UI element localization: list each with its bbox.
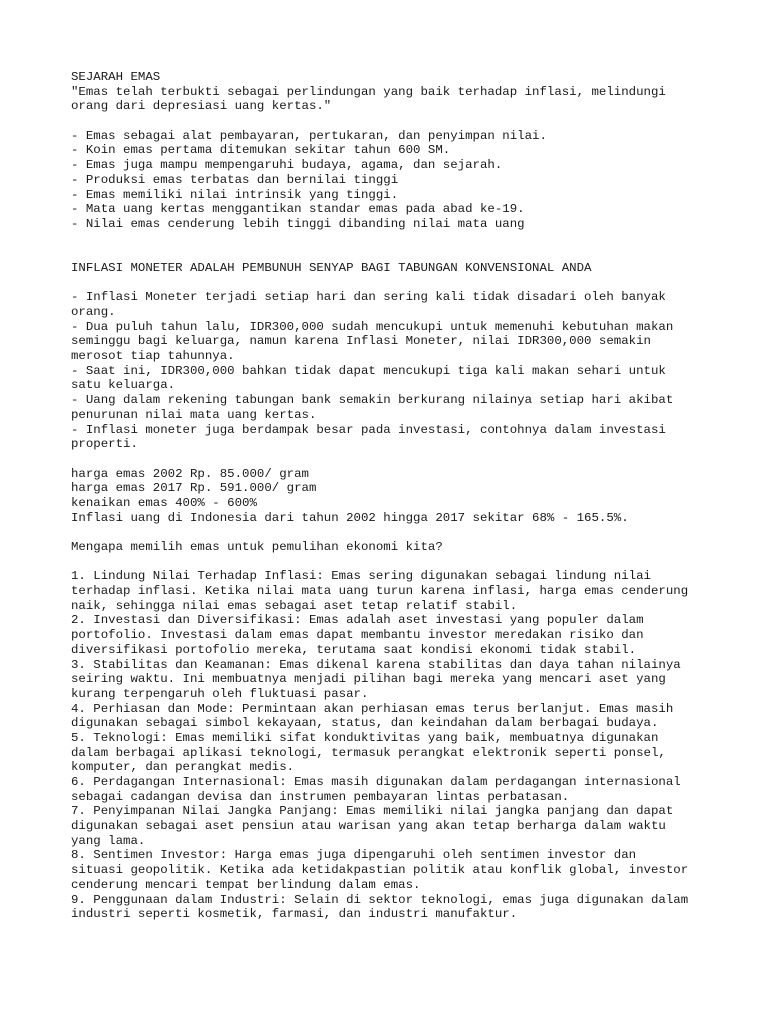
list-item-line: 7. Penyimpanan Nilai Jangka Panjang: Emas memiliki nilai jangka panjang dan dapat <box>71 804 674 819</box>
list-item-line: terhadap inflasi. Ketika nilai mata uang turun karena inflasi, harga emas cenderung <box>71 584 689 599</box>
document-page <box>71 70 731 922</box>
list-item-line: digunakan sebagai simbol kekayaan, status, dan keindahan dalam berbagai budaya. <box>71 716 659 731</box>
spacer <box>71 246 731 261</box>
list-item-line: industri seperti kosmetik, farmasi, dan industri manufaktur. <box>71 907 518 922</box>
list-item-line: dalam berbagai aplikasi teknologi, termasuk perangkat elektronik seperti ponsel, <box>71 745 666 760</box>
price-line: kenaikan emas 400% - 600% <box>71 495 257 510</box>
bullet-line: - Dua puluh tahun lalu, IDR300,000 sudah mencukupi untuk memenuhi kebutuhan makan <box>71 319 674 334</box>
bullet-line: properti. <box>71 437 138 452</box>
bullet-line: seminggu bagi keluarga, namun karena Inflasi Moneter, nilai IDR300,000 semakin <box>71 334 651 349</box>
list-item-line: 9. Penggunaan dalam Industri: Selain di sektor teknologi, emas juga digunakan dalam <box>71 892 689 907</box>
bullet-line: - Uang dalam rekening tabungan bank semakin berkurang nilainya setiap hari akibat <box>71 393 674 408</box>
bullet-line: penurunan nilai mata uang kertas. <box>71 407 317 422</box>
bullet-line: - Inflasi Moneter terjadi setiap hari dan sering kali tidak disadari oleh banyak <box>71 290 666 305</box>
bullet-line: - Nilai emas cenderung lebih tinggi dibanding nilai mata uang <box>71 216 525 231</box>
price-line: harga emas 2017 Rp. 591.000/ gram <box>71 481 317 496</box>
section-sejarah-emas <box>71 70 731 232</box>
price-line: Inflasi uang di Indonesia dari tahun 2002 hingga 2017 sekitar 68% - 165.5%. <box>71 510 629 525</box>
list-item-line: 5. Teknologi: Emas memiliki sifat konduktivitas yang baik, membuatnya digunakan <box>71 730 659 745</box>
section-mengapa-emas <box>71 540 731 922</box>
list-item-line: komputer, dan perangkat medis. <box>71 760 295 775</box>
bullet-line: - Produksi emas terbatas dan bernilai tinggi <box>71 172 399 187</box>
price-line: harga emas 2002 Rp. 85.000/ gram <box>71 466 309 481</box>
section-inflasi-moneter <box>71 261 731 525</box>
spacer <box>71 452 731 467</box>
list-item-line: 1. Lindung Nilai Terhadap Inflasi: Emas sering digunakan sebagai lindung nilai <box>71 569 651 584</box>
list-item-line: diversifikasi portofolio mereka, terutama saat kondisi ekonomi tidak stabil. <box>71 642 637 657</box>
list-item-line: cenderung mencari tempat berlindung dalam emas. <box>71 877 421 892</box>
spacer <box>71 555 731 570</box>
list-item-line: situasi geopolitik. Ketika ada ketidakpastian politik atau konflik global, investor <box>71 863 689 878</box>
bullet-line: - Emas sebagai alat pembayaran, pertukaran, dan penyimpan nilai. <box>71 128 547 143</box>
spacer <box>71 232 731 247</box>
bullet-line: - Emas juga mampu mempengaruhi budaya, agama, dan sejarah. <box>71 158 503 173</box>
bullet-line: - Mata uang kertas menggantikan standar emas pada abad ke-19. <box>71 202 525 217</box>
bullet-line: - Inflasi moneter juga berdampak besar pada investasi, contohnya dalam investasi <box>71 422 666 437</box>
list-item-line: 3. Stabilitas dan Keamanan: Emas dikenal karena stabilitas dan daya tahan nilainya <box>71 657 681 672</box>
quote-line: "Emas telah terbukti sebagai perlindungan yang baik terhadap inflasi, melindungi <box>71 84 666 99</box>
list-item-line: digunakan sebagai aset pensiun atau warisan yang akan tetap berharga dalam waktu <box>71 819 666 834</box>
list-item-line: 4. Perhiasan dan Mode: Permintaan akan perhiasan emas terus berlanjut. Emas masih <box>71 701 674 716</box>
list-item-line: yang lama. <box>71 833 146 848</box>
quote-line: orang dari depresiasi uang kertas." <box>71 99 332 114</box>
list-item-line: sebagai cadangan devisa dan instrumen pembayaran lintas perbatasan. <box>71 789 570 804</box>
list-item-line: 2. Investasi dan Diversifikasi: Emas adalah aset investasi yang populer dalam <box>71 613 644 628</box>
question-heading: Mengapa memilih emas untuk pemulihan ekonomi kita? <box>71 540 443 554</box>
list-item-line: 8. Sentimen Investor: Harga emas juga dipengaruhi oleh sentimen investor dan <box>71 848 637 863</box>
bullet-line: - Emas memiliki nilai intrinsik yang tinggi. <box>71 187 399 202</box>
section-title: SEJARAH EMAS <box>71 70 161 84</box>
bullet-line: - Koin emas pertama ditemukan sekitar tahun 600 SM. <box>71 143 451 158</box>
bullet-line: satu keluarga. <box>71 378 176 393</box>
bullet-line: - Saat ini, IDR300,000 bahkan tidak dapat mencukupi tiga kali makan sehari untuk <box>71 363 666 378</box>
list-item-line: naik, sehingga nilai emas sebagai aset tetap relatif stabil. <box>71 598 518 613</box>
section-title: INFLASI MONETER ADALAH PEMBUNUH SENYAP BAGI TABUNGAN KONVENSIONAL ANDA <box>71 260 592 275</box>
bullet-line: merosot tiap tahunnya. <box>71 349 235 364</box>
spacer <box>71 276 731 291</box>
list-item-line: kurang terpengaruh oleh fluktuasi pasar. <box>71 686 369 701</box>
list-item-line: portofolio. Investasi dalam emas dapat membantu investor meredakan risiko dan <box>71 628 644 643</box>
list-item-line: 6. Perdagangan Internasional: Emas masih digunakan dalam perdagangan internasional <box>71 775 681 789</box>
list-item-line: seiring waktu. Ini membuatnya menjadi pilihan bagi mereka yang mencari aset yang <box>71 672 666 687</box>
spacer <box>71 114 731 129</box>
spacer <box>71 525 731 540</box>
bullet-line: orang. <box>71 305 116 319</box>
